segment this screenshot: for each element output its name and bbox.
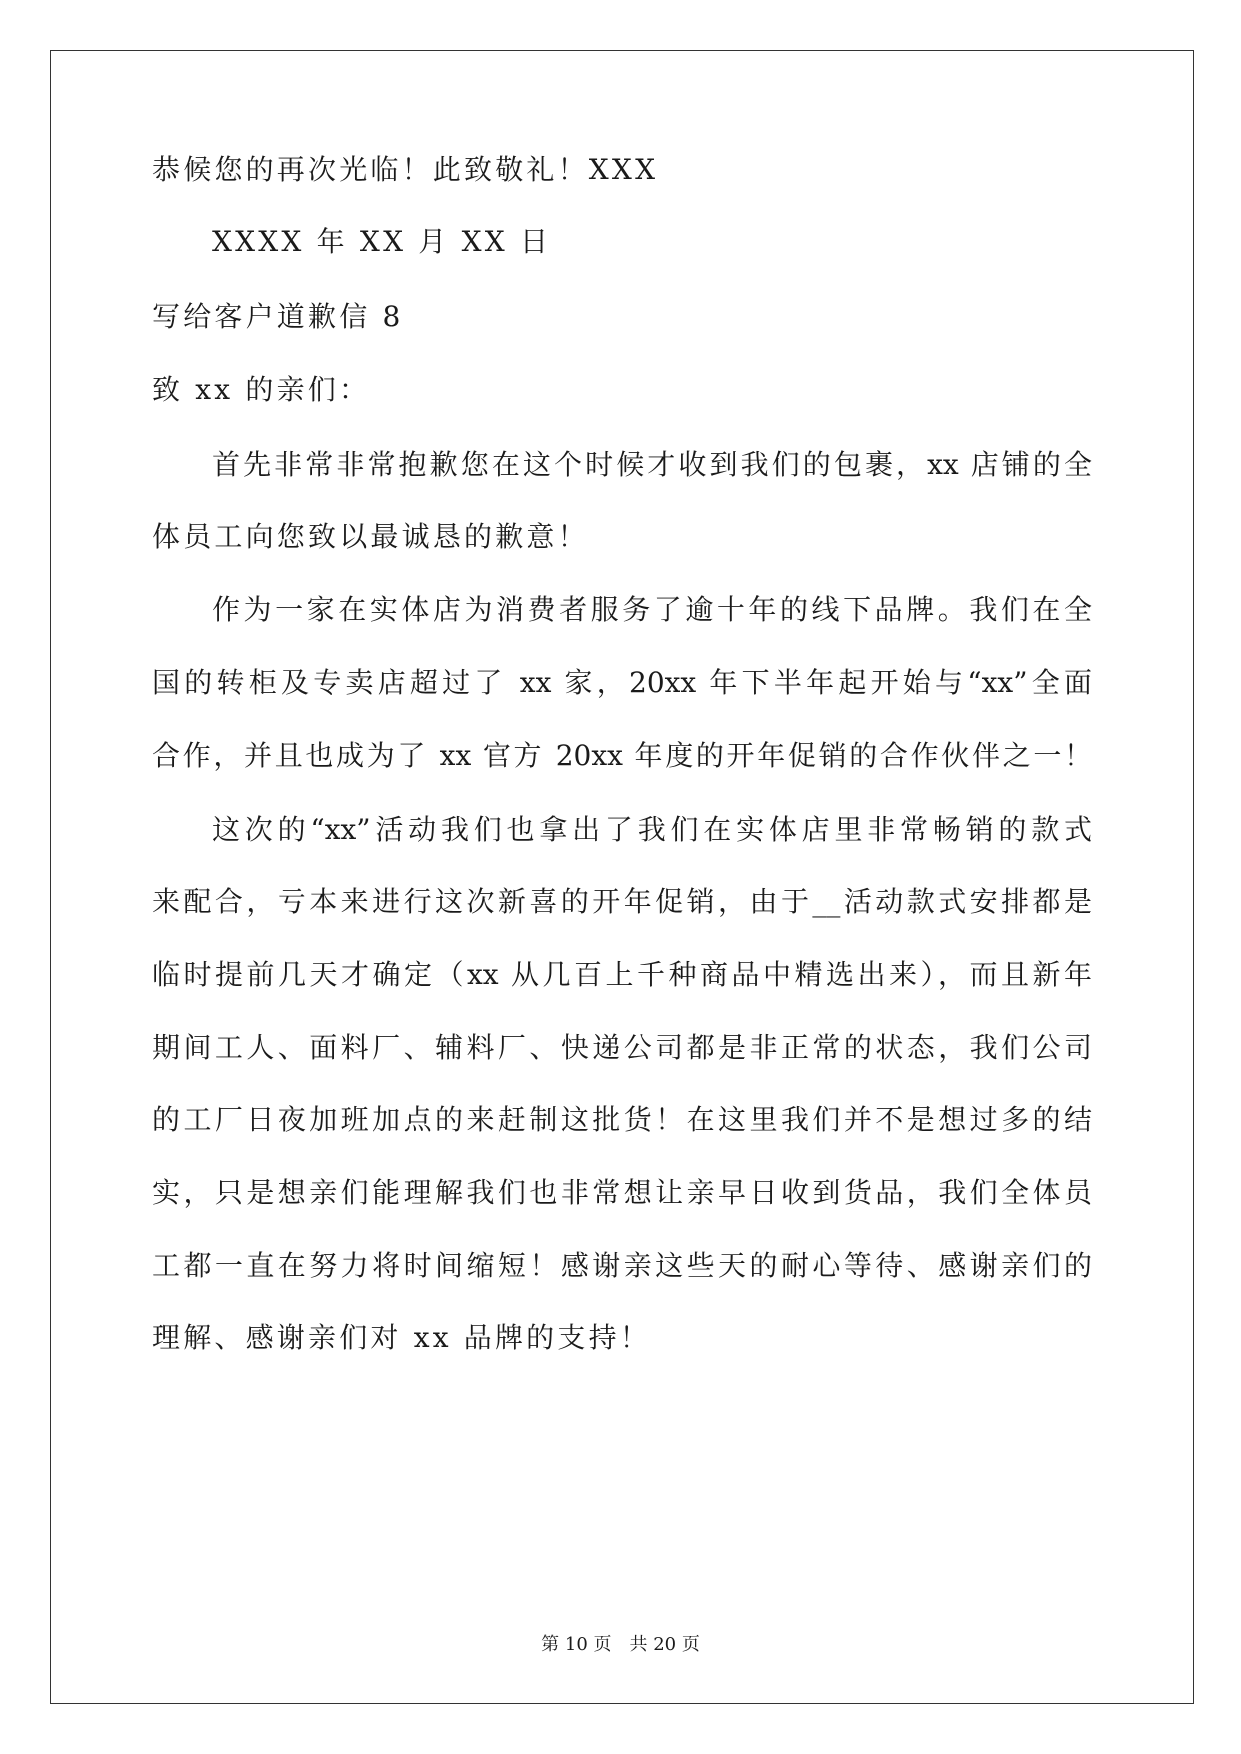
date-line: XXXX 年 XX 月 XX 日 (212, 225, 552, 258)
paragraph-3-line-8: 理解、感谢亲们对 xx 品牌的支持！ (152, 1321, 651, 1354)
paragraph-3-line-6: 实，只是想亲们能理解我们也非常想让亲早日收到货品，我们全体员 (152, 1176, 1092, 1209)
paragraph-1-line-2: 体员工向您致以最诚恳的歉意！ (152, 520, 589, 553)
paragraph-1-line-1: 首先非常非常抱歉您在这个时候才收到我们的包裹，xx 店铺的全 (212, 448, 1092, 481)
paragraph-3-line-4: 期间工人、面料厂、辅料厂、快递公司都是非正常的状态，我们公司 (152, 1031, 1092, 1064)
paragraph-3-line-7: 工都一直在努力将时间缩短！感谢亲这些天的耐心等待、感谢亲们的 (152, 1249, 1092, 1282)
page-number: 第 10 页 (541, 1634, 612, 1655)
paragraph-2-line-3: 合作，并且也成为了 xx 官方 20xx 年度的开年促销的合作伙伴之一！ (152, 739, 1092, 772)
page-footer (0, 1630, 1241, 1656)
paragraph-2-line-2: 国的转柜及专卖店超过了 xx 家，20xx 年下半年起开始与“xx”全面 (152, 666, 1092, 699)
page-total: 共 20 页 (629, 1634, 700, 1655)
paragraph-3-line-5: 的工厂日夜加班加点的来赶制这批货！在这里我们并不是想过多的结 (152, 1103, 1092, 1136)
paragraph-3-line-2: 来配合，亏本来进行这次新喜的开年促销，由于__活动款式安排都是 (152, 885, 1092, 918)
paragraph-2-line-1: 作为一家在实体店为消费者服务了逾十年的线下品牌。我们在全 (212, 593, 1092, 626)
closing-line: 恭候您的再次光临！此致敬礼！XXX (152, 153, 659, 186)
salutation: 致 xx 的亲们： (152, 373, 371, 406)
paragraph-3-line-3: 临时提前几天才确定（xx 从几百上千种商品中精选出来），而且新年 (152, 958, 1092, 991)
letter-title: 写给客户道歉信 8 (152, 300, 404, 333)
paragraph-3-line-1: 这次的“xx”活动我们也拿出了我们在实体店里非常畅销的款式 (212, 813, 1092, 846)
